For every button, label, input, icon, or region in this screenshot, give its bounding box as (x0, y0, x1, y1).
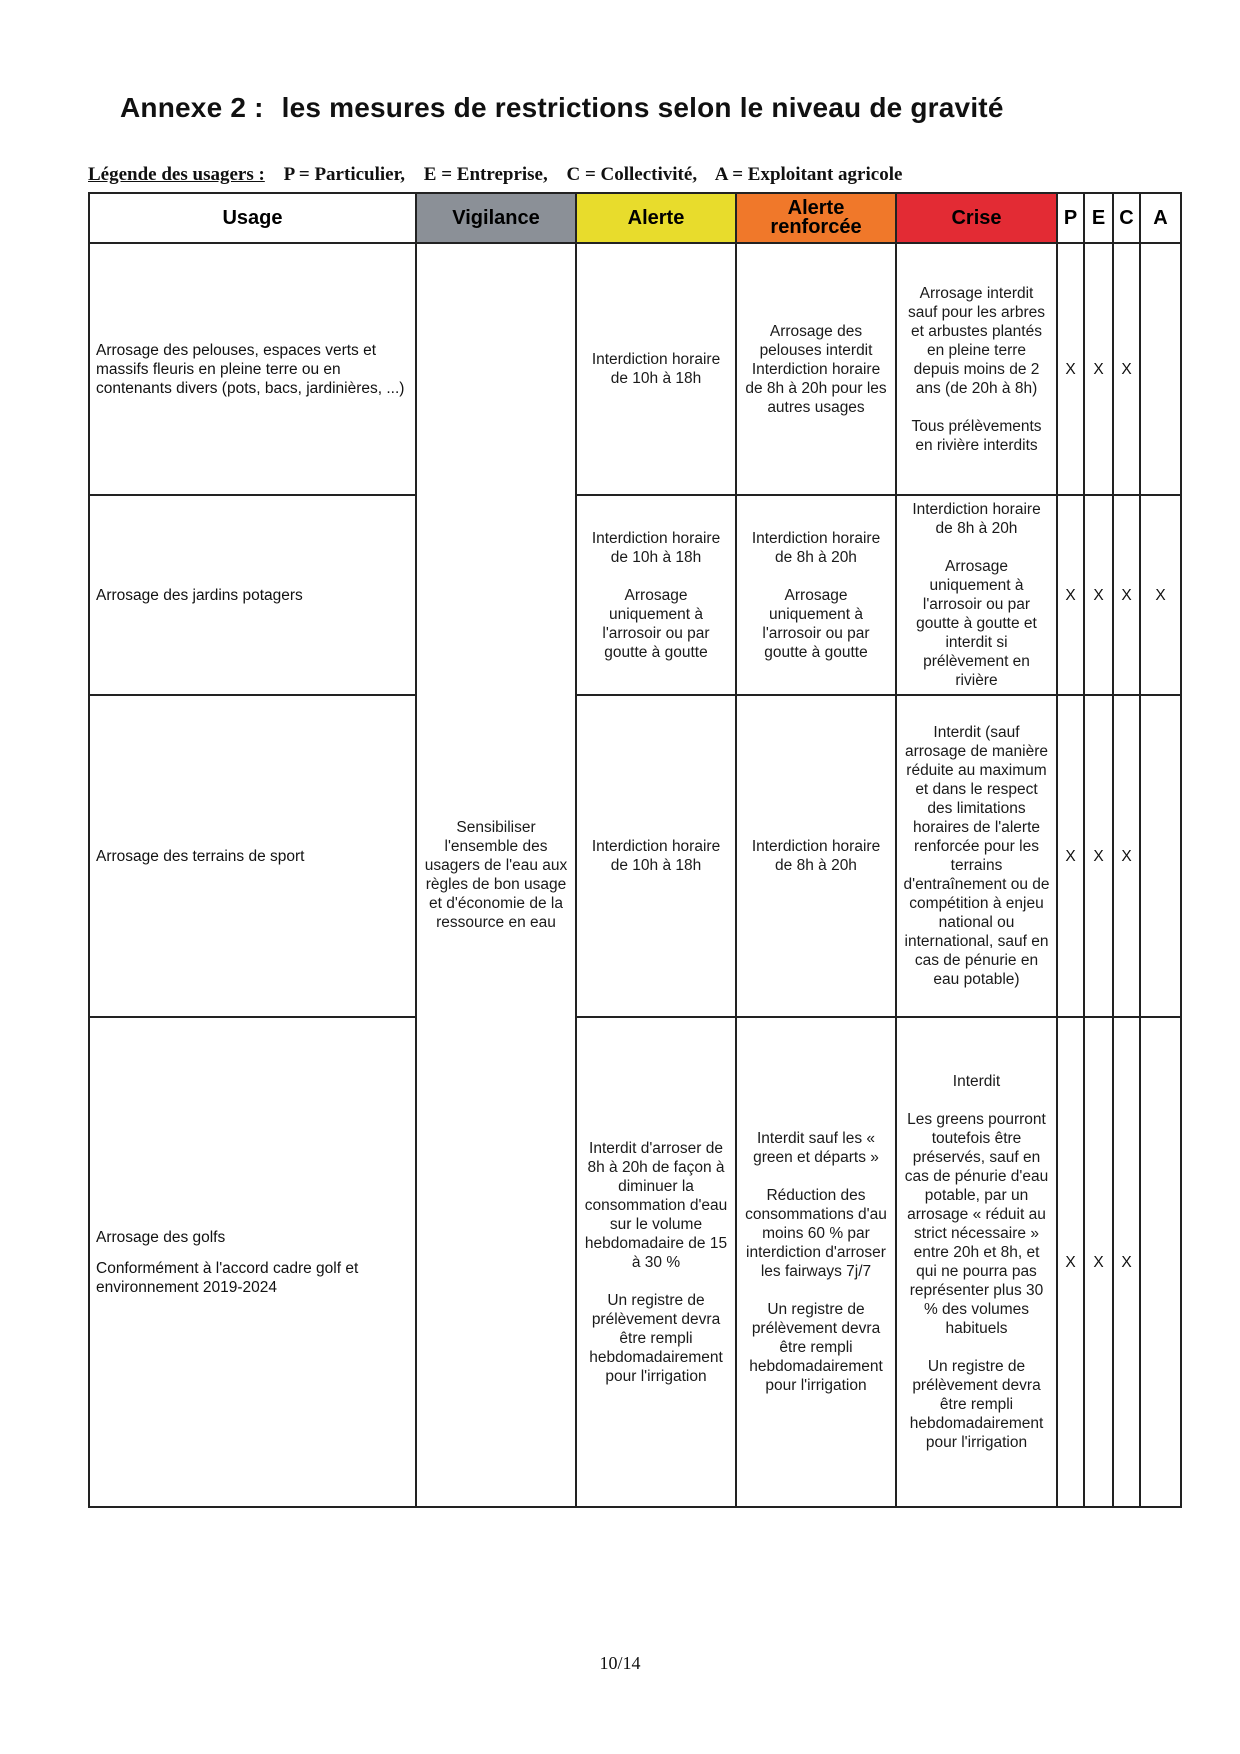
header-c: C (1113, 193, 1140, 243)
usage-note: Conformément à l'accord cadre golf et environnement 2019-2024 (96, 1259, 359, 1296)
table-row-pelouses (89, 243, 1181, 495)
mark-a (1140, 1017, 1181, 1507)
mark-e: X (1084, 695, 1113, 1017)
cell-text: Arrosage des pelouses interdit Interdiction horaire de 8h à 20h pour les autres usages (745, 322, 887, 416)
header-usage: Usage (89, 193, 416, 243)
vigilance-cell: Sensibiliser l'ensemble des usagers de l'eau aux règles de bon usage et d'économie de la ressource en eau (416, 243, 576, 1507)
header-alerte-renforcee (736, 193, 896, 243)
crise-cell (896, 695, 1057, 1017)
title-prefix: Annexe 2 : (120, 92, 264, 123)
cell-text: Interdiction horaire de 8h à 20h (912, 501, 1041, 537)
header-e: E (1084, 193, 1113, 243)
usage-cell: Arrosage des jardins potagers (89, 495, 416, 695)
mark-c: X (1113, 243, 1140, 495)
legend-item-a: A = Exploitant agricole (714, 164, 903, 185)
cell-text: Interdiction horaire de 10h à 18h (591, 351, 721, 387)
header-alerte: Alerte (576, 193, 736, 243)
renforcee-cell (736, 495, 896, 695)
header-alerte-renforcee-line2: renforcée (770, 216, 862, 238)
page-number: 10/14 (599, 1653, 641, 1673)
mark-c: X (1113, 695, 1140, 1017)
cell-text: Les greens pourront toutefois être préservés, sauf en cas de pénurie d'eau potable, par un arrosage « réduit au strict nécessaire » entre 20h et 8h, et qui ne pourra pas représenter plus 30 % des volumes habituels (904, 1111, 1049, 1337)
mark-p: X (1057, 243, 1084, 495)
cell-text: Interdiction horaire de 10h à 18h (591, 529, 721, 566)
mark-p: X (1057, 695, 1084, 1017)
table-row-potagers (89, 495, 1181, 695)
usage-cell (89, 1017, 416, 1507)
cell-text: Réduction des consommations d'au moins 60 % par interdiction d'arroser les fairways 7j/7 (745, 1187, 887, 1280)
cell-text: Arrosage uniquement à l'arrosoir ou par goutte à goutte (602, 586, 710, 661)
usage-title: Arrosage des golfs (96, 1228, 226, 1246)
renforcee-cell (736, 1017, 896, 1507)
mark-p: X (1057, 1017, 1084, 1507)
crise-cell (896, 1017, 1057, 1507)
alerte-cell (576, 495, 736, 695)
cell-text: Interdit (952, 1073, 1001, 1090)
header-vigilance: Vigilance (416, 193, 576, 243)
header-crise: Crise (896, 193, 1057, 243)
legend-label: Légende des usagers : (88, 164, 265, 185)
table-row-golfs (89, 1017, 1181, 1507)
legend-item-c: C = Collectivité, (566, 164, 698, 185)
header-a: A (1140, 193, 1181, 243)
header-row (89, 193, 1181, 243)
cell-text: Arrosage uniquement à l'arrosoir ou par goutte à goutte (762, 586, 870, 661)
legend-item-e: E = Entreprise, (423, 164, 548, 185)
header-alerte-renforcee-line1: Alerte (787, 197, 845, 219)
renforcee-cell (736, 695, 896, 1017)
crise-cell (896, 243, 1057, 495)
cell-text: Interdit (sauf arrosage de manière réduite au maximum et dans le respect des limitations horaires de l'alerte renforcée pour les terrains d'entraînement ou de compétition à enjeu national ou international, sauf en cas de pénurie en eau potable) (903, 724, 1050, 988)
cell-text: Un registre de prélèvement devra être rempli hebdomadairement pour l'irrigation (909, 1358, 1044, 1451)
cell-text: Un registre de prélèvement devra être rempli hebdomadairement pour l'irrigation (589, 1291, 723, 1385)
cell-text: Interdit d'arroser de 8h à 20h de façon à diminuer la consommation d'eau sur le volume hebdomadaire de 15 à 30 % (584, 1139, 728, 1271)
cell-text: Interdit sauf les « green et départs » (753, 1130, 879, 1166)
mark-p: X (1057, 495, 1084, 695)
usage-cell: Arrosage des terrains de sport (89, 695, 416, 1017)
title-text: les mesures de restrictions selon le niveau de gravité (281, 92, 1004, 123)
renforcee-cell (736, 243, 896, 495)
mark-e: X (1084, 495, 1113, 695)
cell-text: Interdiction horaire de 10h à 18h (591, 838, 721, 874)
page-title (120, 92, 1004, 124)
usage-cell: Arrosage des pelouses, espaces verts et massifs fleuris en pleine terre ou en contenants divers (pots, bacs, jardinières, ...) (89, 243, 416, 495)
crise-cell (896, 495, 1057, 695)
legend-item-p: P = Particulier, (283, 164, 406, 185)
cell-text: Arrosage interdit sauf pour les arbres et arbustes plantés en pleine terre depuis moins de 2 ans (de 20h à 8h) (908, 284, 1045, 397)
users-legend (88, 164, 916, 186)
alerte-cell (576, 243, 736, 495)
header-p: P (1057, 193, 1084, 243)
table-row-terrains-sport (89, 695, 1181, 1017)
mark-c: X (1113, 1017, 1140, 1507)
mark-a (1140, 695, 1181, 1017)
mark-a: X (1140, 495, 1181, 695)
mark-c: X (1113, 495, 1140, 695)
cell-text: Interdiction horaire de 8h à 20h (751, 529, 881, 566)
mark-e: X (1084, 243, 1113, 495)
cell-text: Un registre de prélèvement devra être rempli hebdomadairement pour l'irrigation (749, 1301, 883, 1394)
mark-a (1140, 243, 1181, 495)
cell-text: Interdiction horaire de 8h à 20h (751, 838, 881, 874)
alerte-cell (576, 695, 736, 1017)
mark-e: X (1084, 1017, 1113, 1507)
restrictions-table (88, 192, 1182, 1508)
cell-text: Tous prélèvements en rivière interdits (911, 417, 1042, 454)
alerte-cell (576, 1017, 736, 1507)
cell-text: Arrosage uniquement à l'arrosoir ou par goutte à goutte et interdit si prélèvement en rivière (916, 558, 1037, 689)
